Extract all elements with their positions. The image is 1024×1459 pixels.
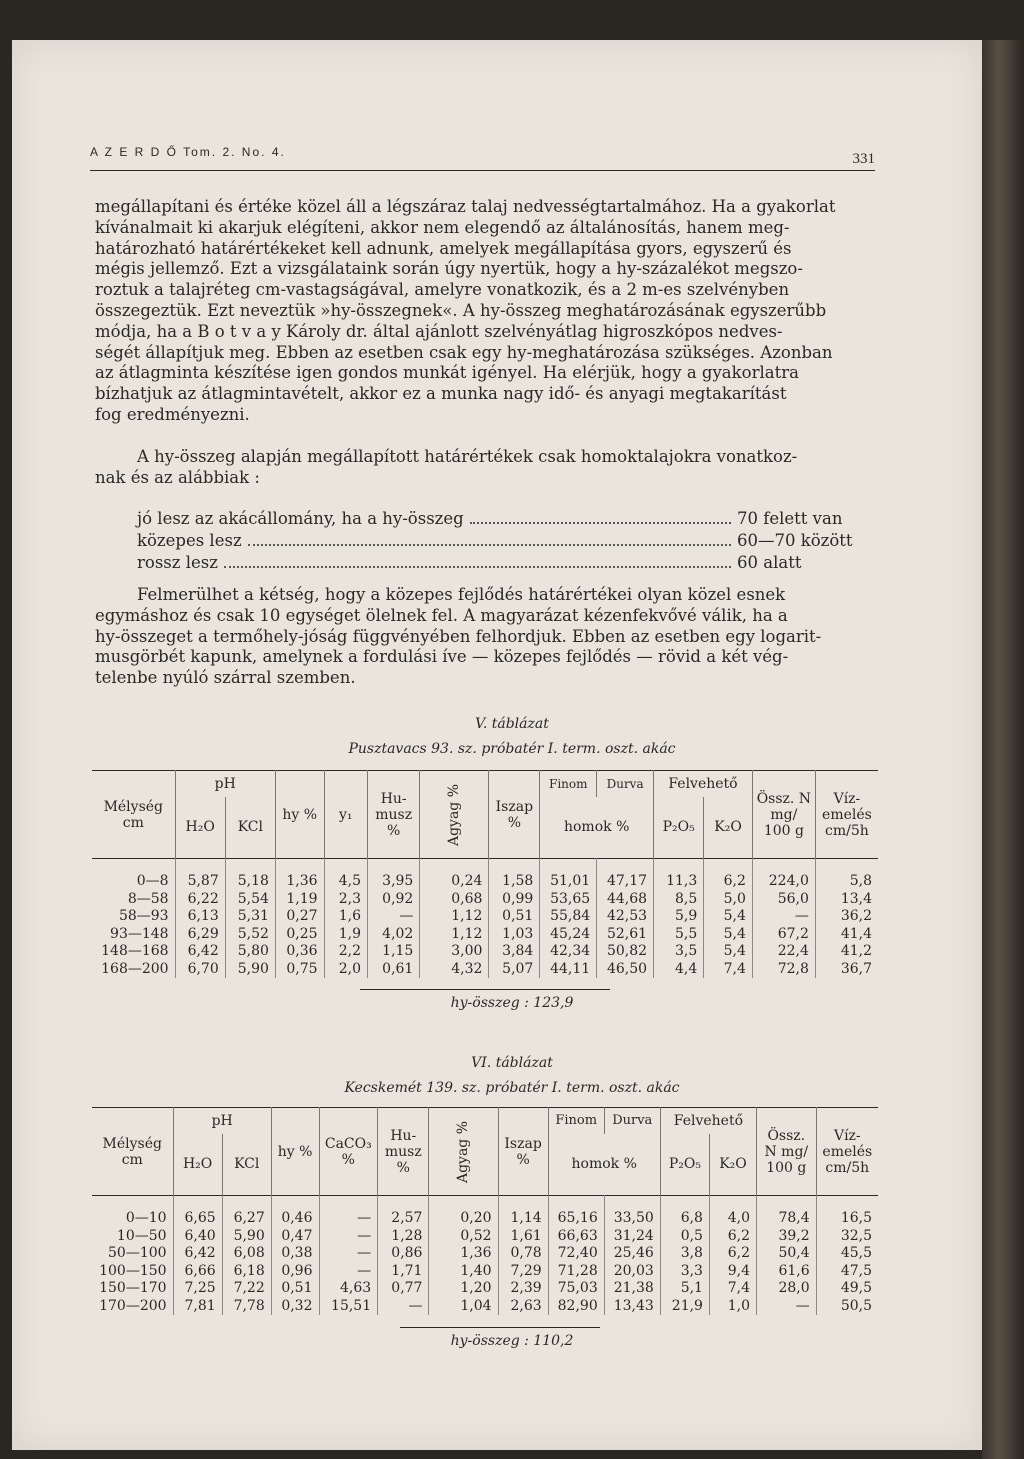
table-cell: 5,52	[225, 926, 275, 944]
table-cell: 0,75	[275, 961, 324, 979]
table-cell: 6,42	[175, 943, 225, 961]
table-cell: —	[378, 1298, 429, 1316]
table-cell: 1,12	[420, 926, 489, 944]
table-cell: 11,3	[654, 873, 704, 891]
table-cell: 0,46	[271, 1210, 319, 1228]
table-cell: 0,27	[275, 908, 324, 926]
table-cell: 3,84	[489, 943, 540, 961]
table-cell: 0,86	[378, 1245, 429, 1263]
table-cell: 0,61	[368, 961, 420, 979]
table-cell: —	[752, 908, 815, 926]
table-cell: 5,0	[704, 891, 753, 909]
table-cell: 1,20	[429, 1280, 498, 1298]
table-cell: 0,52	[429, 1228, 498, 1246]
table-cell: 4,63	[319, 1280, 378, 1298]
paragraph-3: Felmerülhet a kétség, hogy a közepes fejlődés határértékei olyan közel esnek egymáshoz és csak 10 egységet ölelnek fel. A magyarázat kézenfekvővé válik, ha a hy-összeget a termőhely-jóság függvényében felhordjuk. Ebben az esetben egy logarit- musgörbét kapunk, amelynek a fordulási íve — közepes fejlődés — rövid a két vég- telenbe nyúló szárral szemben.	[95, 585, 822, 688]
table-cell: 1,61	[498, 1228, 548, 1246]
limit-good: jó lesz az akácállomány, ha a hy-összeg 70 felett van	[137, 509, 843, 528]
table-cell: 1,71	[378, 1263, 429, 1281]
table-cell: 4,4	[654, 961, 704, 979]
table6-title: VI. táblázat	[471, 1055, 553, 1071]
table-cell: 5,5	[654, 926, 704, 944]
table-cell: 15,51	[319, 1298, 378, 1316]
table-cell: 6,22	[175, 891, 225, 909]
table-cell: 50,4	[756, 1245, 816, 1263]
limits-list	[137, 508, 872, 574]
table-row	[92, 1228, 878, 1246]
table-cell: 7,25	[173, 1280, 222, 1298]
table-row	[92, 873, 878, 891]
table-cell: 36,7	[815, 961, 878, 979]
table-cell: 61,6	[756, 1263, 816, 1281]
table-cell: 8,5	[654, 891, 704, 909]
table-cell: 6,66	[173, 1263, 222, 1281]
table-row	[92, 1263, 878, 1281]
table-cell: 0,78	[498, 1245, 548, 1263]
table-cell: —	[319, 1210, 378, 1228]
table-cell: 45,24	[540, 926, 597, 944]
table-cell: 1,36	[275, 873, 324, 891]
table5-body	[92, 859, 878, 979]
table-cell: 6,65	[173, 1210, 222, 1228]
table-cell: 3,3	[660, 1263, 709, 1281]
table-cell: 7,78	[222, 1298, 271, 1316]
table-cell: 6,2	[709, 1228, 756, 1246]
table-cell: 0,38	[271, 1245, 319, 1263]
table-cell: 224,0	[752, 873, 815, 891]
table-cell: 5,4	[704, 926, 753, 944]
table-cell: 3,00	[420, 943, 489, 961]
table6-body	[92, 1196, 878, 1316]
table-cell: 10—50	[116, 1227, 167, 1244]
table-cell: 3,8	[660, 1245, 709, 1263]
table-cell: 5,8	[815, 873, 878, 891]
table-cell: 5,31	[225, 908, 275, 926]
table-cell: 1,58	[489, 873, 540, 891]
table-cell: 7,29	[498, 1263, 548, 1281]
table-cell: 21,9	[660, 1298, 709, 1316]
table-cell: 7,4	[704, 961, 753, 979]
table-cell: 0,92	[368, 891, 420, 909]
table-cell: 44,11	[540, 961, 597, 979]
table5-title: V. táblázat	[475, 716, 549, 732]
table-cell: 148—168	[101, 943, 169, 959]
table-cell: 6,29	[175, 926, 225, 944]
table-cell: 5,90	[225, 961, 275, 979]
table-row	[92, 1210, 878, 1228]
table-cell: —	[319, 1245, 378, 1263]
table-cell: 100—150	[99, 1262, 167, 1279]
table-cell: 13,43	[604, 1298, 660, 1316]
table-cell: 7,81	[173, 1298, 222, 1316]
limit-medium: közepes lesz 60—70 között	[137, 531, 853, 550]
table-cell: 1,15	[368, 943, 420, 961]
table-cell: 1,40	[429, 1263, 498, 1281]
table-cell: 5,07	[489, 961, 540, 979]
table-cell: 5,90	[222, 1228, 271, 1246]
table-cell: 6,13	[175, 908, 225, 926]
table-cell: 7,4	[709, 1280, 756, 1298]
table-cell: 56,0	[752, 891, 815, 909]
table-cell: 2,57	[378, 1210, 429, 1228]
table-row	[92, 961, 878, 979]
table-cell: 5,54	[225, 891, 275, 909]
table-row	[92, 1245, 878, 1263]
table-cell: 44,68	[597, 891, 654, 909]
table5-bottom-rule	[360, 989, 610, 990]
journal-title: A Z E R D Ő Tom. 2. No. 4.	[90, 145, 286, 159]
table-cell: 31,24	[604, 1228, 660, 1246]
table-cell: 4,32	[420, 961, 489, 979]
table-cell: 20,03	[604, 1263, 660, 1281]
table-cell: 41,4	[815, 926, 878, 944]
table5: Mélység cm pH hy % y₁ Hu- musz % Agyag % Iszap % Finom Durva Felvehető Össz. N mg/ 100 g Víz- emelés cm/5h H₂O KCl homok % P₂O₅ K₂O 0—8 5,87 5,18 1,36 4,5 3,95 0,24 1,58 51,01 47,17 11,3 6,2 224,0 5,8 8—58 6,22 5,54 1,19 2,3 0,92 0,68 0,99 53,65 44,68 8,5 5,0 56,0 13,4 58—93 6,13 5,31 0,27 1,6 — 1,12 0,51 55,84 42,53 5,9 5,4 — 36,2 93—148 6,29 5,52 0,25 1,9 4,02 1,12 1,03 45,24 52,61 5,5 5,4 67,2 41,4 148—168 6,42 5,80 0,36 2,2 1,15 3,00 3,84 42,34 50,82 3,5 5,4 22,4 41,2 168—200 6,70 5,90 0,75 2,0 0,61 4,32 5,07 44,11 46,50 4,4 7,4 72,8 36,7	[92, 770, 878, 978]
table-cell: 50,82	[597, 943, 654, 961]
table-cell: 0,47	[271, 1228, 319, 1246]
table-cell: —	[319, 1228, 378, 1246]
table-cell: 9,4	[709, 1263, 756, 1281]
table-cell: 1,03	[489, 926, 540, 944]
table-cell: 168—200	[101, 960, 169, 977]
table-cell: 2,3	[324, 891, 367, 909]
table-cell: 0,25	[275, 926, 324, 944]
table-cell: 75,03	[548, 1280, 604, 1298]
table-cell: 6,18	[222, 1263, 271, 1281]
table-cell: 3,95	[368, 873, 420, 891]
table-cell: 0,77	[378, 1280, 429, 1298]
table-cell: 5,87	[175, 873, 225, 891]
table-cell: 52,61	[597, 926, 654, 944]
table-cell: 4,02	[368, 926, 420, 944]
table-cell: 5,9	[654, 908, 704, 926]
table-cell: 6,27	[222, 1210, 271, 1228]
table-row	[92, 1298, 878, 1316]
table-cell: 39,2	[756, 1228, 816, 1246]
table-cell: 0,96	[271, 1263, 319, 1281]
table-cell: 6,2	[704, 873, 753, 891]
table-cell: 36,2	[815, 908, 878, 926]
table-cell: 3,5	[654, 943, 704, 961]
table-cell: 16,5	[816, 1210, 878, 1228]
table-cell: 4,0	[709, 1210, 756, 1228]
table-cell: 6,2	[709, 1245, 756, 1263]
table-cell: 5,18	[225, 873, 275, 891]
table-cell: 67,2	[752, 926, 815, 944]
table-cell: 2,0	[324, 961, 367, 979]
table-cell: 58—93	[118, 908, 169, 924]
table-cell: 0,68	[420, 891, 489, 909]
table-cell: 71,28	[548, 1263, 604, 1281]
table-cell: 6,08	[222, 1245, 271, 1263]
table6-bottom-rule	[400, 1327, 600, 1328]
table5-subtitle: Pusztavacs 93. sz. próbatér I. term. oszt. akác	[348, 741, 676, 757]
table6-hy-sum: hy-összeg : 110,2	[450, 1333, 574, 1349]
table-cell: 0,32	[271, 1298, 319, 1316]
running-header	[90, 145, 875, 167]
table-row	[92, 891, 878, 909]
table-cell: 47,5	[816, 1263, 878, 1281]
table-row	[92, 926, 878, 944]
page-number: 331	[852, 151, 875, 167]
table-cell: 1,14	[498, 1210, 548, 1228]
table-cell: 1,0	[709, 1298, 756, 1316]
table-cell: 50—100	[108, 1245, 167, 1261]
table-cell: 0,51	[271, 1280, 319, 1298]
table-cell: 46,50	[597, 961, 654, 979]
table-cell: 0,5	[660, 1228, 709, 1246]
table-cell: 7,22	[222, 1280, 271, 1298]
table-cell: 5,4	[704, 943, 753, 961]
table-cell: 1,9	[324, 926, 367, 944]
table-row	[92, 908, 878, 926]
table-cell: 55,84	[540, 908, 597, 926]
table6: Mélység cm pH hy % CaCO₃ % Hu- musz % Agyag % Iszap % Finom Durva Felvehető Össz. N mg/ 100 g Víz- emelés cm/5h H₂O KCl homok % P₂O₅ K₂O 0—10 6,65 6,27 0,46 — 2,57 0,20 1,14 65,16 33,50 6,8 4,0 78,4 16,5 10—50 6,40 5,90 0,47 — 1,28 0,52 1,61 66,63 31,24 0,5 6,2 39,2 32,5 50—100 6,42 6,08 0,38 — 0,86 1,36 0,78 72,40 25,46 3,8 6,2 50,4 45,5 100—150 6,66 6,18 0,96 — 1,71 1,40 7,29 71,28 20,03 3,3 9,4 61,6 47,5 150—170 7,25 7,22 0,51 4,63 0,77 1,20 2,39 75,03 21,38 5,1 7,4 28,0 49,5 170—200 7,81 7,78 0,32 15,51 — 1,04 2,63 82,90 13,43 21,9 1,0 — 50,5	[92, 1107, 878, 1315]
table-cell: —	[756, 1298, 816, 1316]
table-cell: 13,4	[815, 891, 878, 909]
table-cell: 72,40	[548, 1245, 604, 1263]
table-cell: 0,24	[420, 873, 489, 891]
table-cell: 0,99	[489, 891, 540, 909]
table-cell: 78,4	[756, 1210, 816, 1228]
table-cell: 5,1	[660, 1280, 709, 1298]
table-cell: 65,16	[548, 1210, 604, 1228]
table-cell: 93—148	[110, 925, 169, 942]
table-cell: 5,4	[704, 908, 753, 926]
table-cell: 0,51	[489, 908, 540, 926]
table-cell: 41,2	[815, 943, 878, 961]
table-cell: 1,04	[429, 1298, 498, 1316]
table-row	[92, 1280, 878, 1298]
table-cell: 53,65	[540, 891, 597, 909]
limit-poor: rossz lesz 60 alatt	[137, 553, 802, 572]
table-cell: 1,28	[378, 1228, 429, 1246]
table-cell: 22,4	[752, 943, 815, 961]
table-cell: 33,50	[604, 1210, 660, 1228]
table-cell: 42,34	[540, 943, 597, 961]
table-cell: 50,5	[816, 1298, 878, 1316]
table-cell: 0,36	[275, 943, 324, 961]
table-cell: 6,70	[175, 961, 225, 979]
table-cell: 32,5	[816, 1228, 878, 1246]
table5-hy-sum: hy-összeg : 123,9	[450, 995, 574, 1011]
table-cell: 82,90	[548, 1298, 604, 1316]
table6-subtitle: Kecskemét 139. sz. próbatér I. term. oszt. akác	[344, 1080, 680, 1096]
table-row	[92, 943, 878, 961]
table-cell: 1,6	[324, 908, 367, 926]
table-cell: 2,63	[498, 1298, 548, 1316]
table-cell: 66,63	[548, 1228, 604, 1246]
table-cell: 49,5	[816, 1280, 878, 1298]
table-cell: —	[368, 908, 420, 926]
table-cell: 47,17	[597, 873, 654, 891]
table-cell: 150—170	[99, 1280, 167, 1296]
table-cell: 0—10	[125, 1210, 167, 1226]
table-cell: 2,2	[324, 943, 367, 961]
table-cell: —	[319, 1263, 378, 1281]
table-cell: 21,38	[604, 1280, 660, 1298]
table-cell: 5,80	[225, 943, 275, 961]
table-cell: 6,42	[173, 1245, 222, 1263]
paragraph-2: A hy-összeg alapján megállapított határértékek csak homoktalajokra vonatkoz- nak és az alábbiak :	[95, 447, 798, 487]
table-cell: 0,20	[429, 1210, 498, 1228]
table-cell: 6,40	[173, 1228, 222, 1246]
table-cell: 1,19	[275, 891, 324, 909]
table-cell: 6,8	[660, 1210, 709, 1228]
table-cell: 72,8	[752, 961, 815, 979]
table-cell: 1,36	[429, 1245, 498, 1263]
table-cell: 45,5	[816, 1245, 878, 1263]
table-cell: 8—58	[127, 890, 169, 907]
table-cell: 28,0	[756, 1280, 816, 1298]
table-cell: 2,39	[498, 1280, 548, 1298]
table-cell: 1,12	[420, 908, 489, 926]
paragraph-1: megállapítani és értéke közel áll a légszáraz talaj nedvességtartalmához. Ha a gyakorlat kívánalmait ki akarjuk elégíteni, akkor nem elegendő az általánosítás, hanem meg- határozható határértékeket kell adnunk, amelyek megállapítása gyors, egyszerű és mégis jellemző. Ezt a vizsgálataink során úgy nyertük, hogy a hy-százalékot megszo- roztuk a talajréteg cm-vastagságával, amelyre vonatkozik, és a 2 m-es szelvényben összegeztük. Ezt neveztük »hy-összegnek«. A hy-összeg meghatározásának egyszerűbb módja, ha a B o t v a y Károly dr. által ajánlott szelvényátlag higroszkópos nedves- ségét állapítjuk meg. Ebben az esetben csak egy hy-meghatározása szükséges. Azonban az átlagminta készítése igen gondos munkát igényel. Ha elérjük, hogy a gyakorlatra bízhatjuk az átlagmintavételt, akkor ez a munka nagy idő- és anyagi megtakarítást fog eredményezni.	[95, 197, 836, 424]
table-cell: 170—200	[99, 1297, 167, 1314]
table-cell: 0—8	[136, 873, 169, 889]
table-cell: 25,46	[604, 1245, 660, 1263]
header-rule	[90, 170, 875, 171]
table-cell: 51,01	[540, 873, 597, 891]
table-cell: 4,5	[324, 873, 367, 891]
table-cell: 42,53	[597, 908, 654, 926]
